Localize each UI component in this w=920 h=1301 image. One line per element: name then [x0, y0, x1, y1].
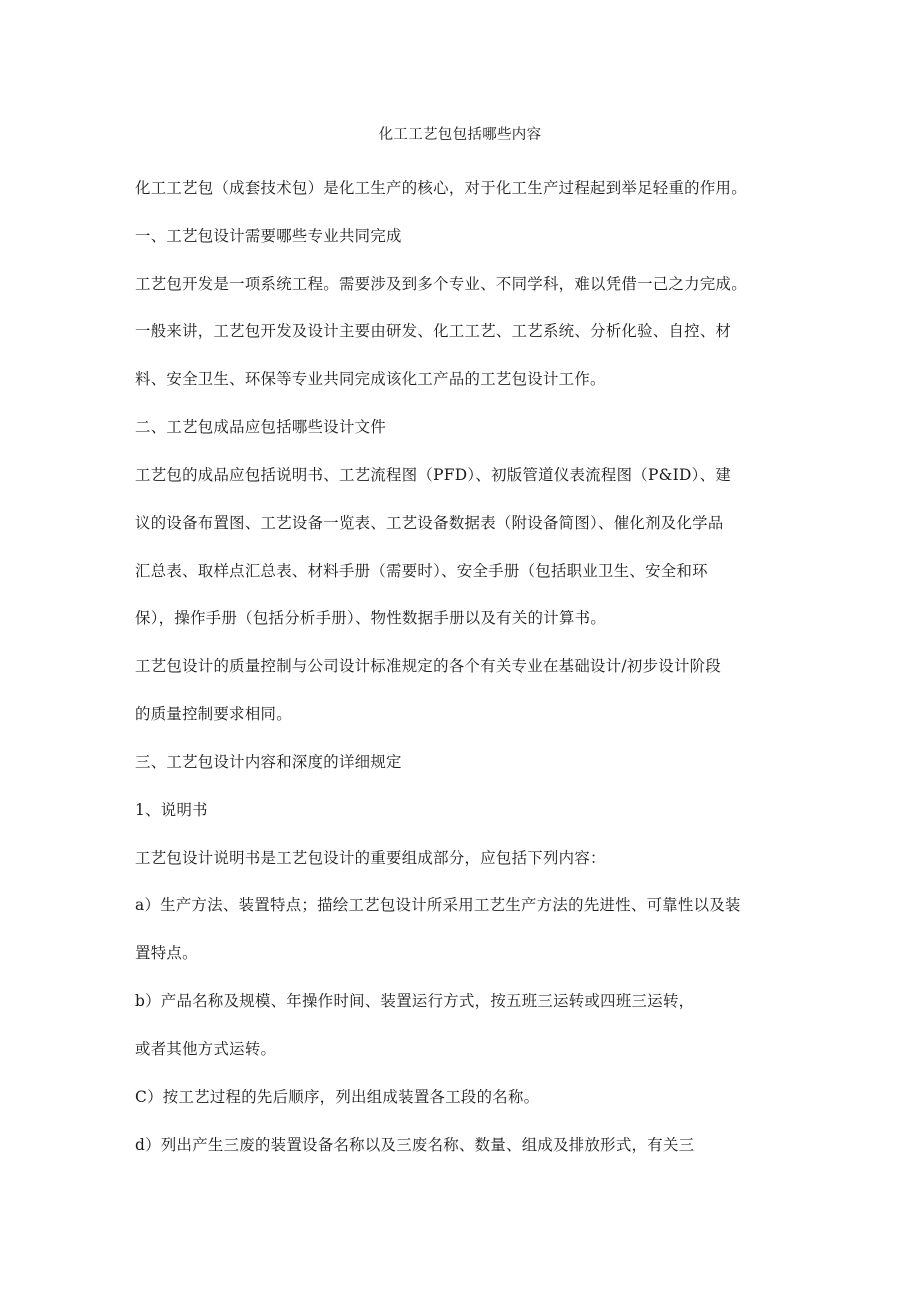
section-3-line: 工艺包设计说明书是工艺包设计的重要组成部分，应包括下列内容：	[135, 849, 606, 867]
section-3-line: 或者其他方式运转。	[135, 1040, 277, 1058]
section-2-line: 工艺包的成品应包括说明书、工艺流程图（PFD）、初版管道仪表流程图（P&ID）、建	[135, 466, 732, 484]
section-1-line: 一般来讲，工艺包开发及设计主要由研发、化工工艺、工艺系统、分析化验、自控、材	[135, 322, 732, 340]
section-1-line: 工艺包开发是一项系统工程。需要涉及到多个专业、不同学科，难以凭借一己之力完成。	[135, 275, 747, 293]
intro-paragraph: 化工工艺包（成套技术包）是化工生产的核心，对于化工生产过程起到举足轻重的作用。	[135, 179, 747, 197]
section-3-line: 置特点。	[135, 944, 198, 962]
section-3-subheading: 1、说明书	[135, 801, 208, 819]
section-3-line: C）按工艺过程的先后顺序，列出组成装置各工段的名称。	[135, 1088, 540, 1106]
section-3-line: d）列出产生三废的装置设备名称以及三废名称、数量、组成及排放形式，有关三	[135, 1136, 695, 1154]
section-3-line: a）生产方法、装置特点；描绘工艺包设计所采用工艺生产方法的先进性、可靠性以及装	[135, 896, 741, 914]
section-1-heading: 一、工艺包设计需要哪些专业共同完成	[135, 227, 402, 245]
section-2-line: 议的设备布置图、工艺设备一览表、工艺设备数据表（附设备简图）、催化剂及化学品	[135, 514, 724, 532]
section-1-line: 料、安全卫生、环保等专业共同完成该化工产品的工艺包设计工作。	[135, 370, 606, 388]
section-3-line: b）产品名称及规模、年操作时间、装置运行方式，按五班三运转或四班三运转，	[135, 992, 695, 1010]
section-2-line: 汇总表、取样点汇总表、材料手册（需要时）、安全手册（包括职业卫生、安全和环	[135, 562, 708, 580]
section-2-line: 工艺包设计的质量控制与公司设计标准规定的各个有关专业在基础设计/初步设计阶段	[135, 657, 722, 675]
section-2-heading: 二、工艺包成品应包括哪些设计文件	[135, 418, 387, 436]
section-2-line: 的质量控制要求相同。	[135, 705, 292, 723]
document-title: 化工工艺包包括哪些内容	[378, 127, 542, 143]
section-2-line: 保），操作手册（包括分析手册）、物性数据手册以及有关的计算书。	[135, 609, 607, 627]
section-3-heading: 三、工艺包设计内容和深度的详细规定	[135, 753, 402, 771]
